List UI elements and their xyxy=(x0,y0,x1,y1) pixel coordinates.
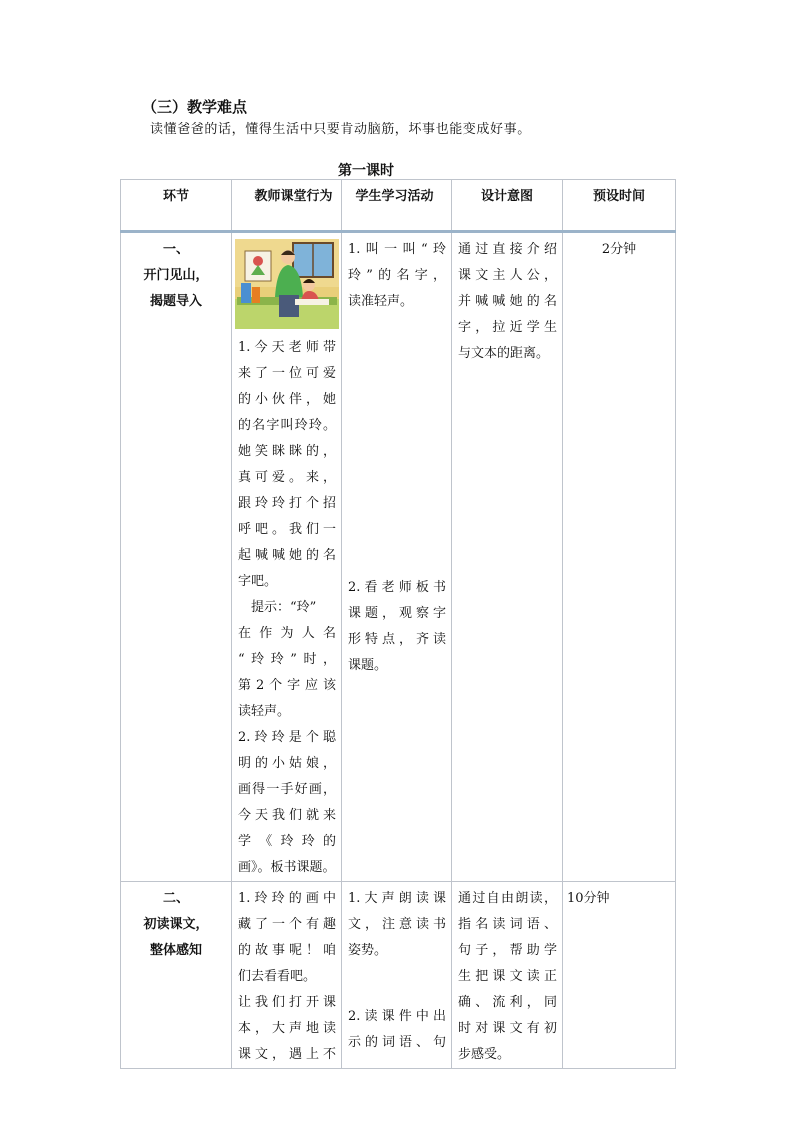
header-stage: 环节 xyxy=(121,180,232,232)
student-cell: 1.叫一叫“玲 玲”的名字， 读准轻声。 2.看老师板书 课题，观察字 形特点，齐读 课题。 xyxy=(342,232,452,882)
table-row xyxy=(121,882,676,1069)
intent-cell: 通过直接介绍 课文主人公， 并喊喊她的名 字，拉近学生 与文本的距离。 xyxy=(452,232,563,882)
time-cell: 10分钟 xyxy=(563,882,676,1069)
lesson-plan-table xyxy=(120,179,676,1069)
table-header-row xyxy=(121,180,676,232)
stage-cell: 一、 开门见山， 揭题导入 xyxy=(121,232,232,882)
teacher-cell: 1.玲玲的画中 藏了一个有趣 的故事呢！咱 们去看看吧。 让我们打开课 本，大声地读 课文，遇上不 xyxy=(232,882,342,1069)
stage-cell: 二、 初读课文， 整体感知 xyxy=(121,882,232,1069)
section-text: 读懂爸爸的话，懂得生活中只要肯动脑筋，坏事也能变成好事。 xyxy=(150,122,531,137)
section-heading: （三）教学难点 xyxy=(142,98,248,116)
table-caption: 第一课时 xyxy=(338,163,394,179)
header-teacher: 教师课堂行为 xyxy=(232,180,342,232)
teacher-cell: 1.今天老师带 来了一位可爱 的小伙伴，她 的名字叫玲玲。 她笑眯眯的， 真可爱。来， 跟玲玲打个招 呼吧。我们一 起喊喊她的名 字吧。 提示：“玲” 在作为人名 “玲玲”时， 第2个字应该 读轻声。 2.玲玲是个聪 明的小姑娘， 画得一手好画， 今天我们就来 学《玲玲的 画》。板书课题。 xyxy=(232,232,342,882)
header-student: 学生学习活动 xyxy=(342,180,452,232)
time-cell: 2分钟 xyxy=(563,232,676,882)
header-intent: 设计意图 xyxy=(452,180,563,232)
table-row xyxy=(121,232,676,882)
student-cell: 1.大声朗读课 文，注意读书 姿势。 2.读课件中出 示的词语、句 xyxy=(342,882,452,1069)
father-and-daughter-drawing-illustration xyxy=(235,239,339,329)
header-time: 预设时间 xyxy=(563,180,676,232)
intent-cell: 通过自由朗读， 指名读词语、 句子，帮助学 生把课文读正 确、流利，同 时对课文有初 步感受。 xyxy=(452,882,563,1069)
